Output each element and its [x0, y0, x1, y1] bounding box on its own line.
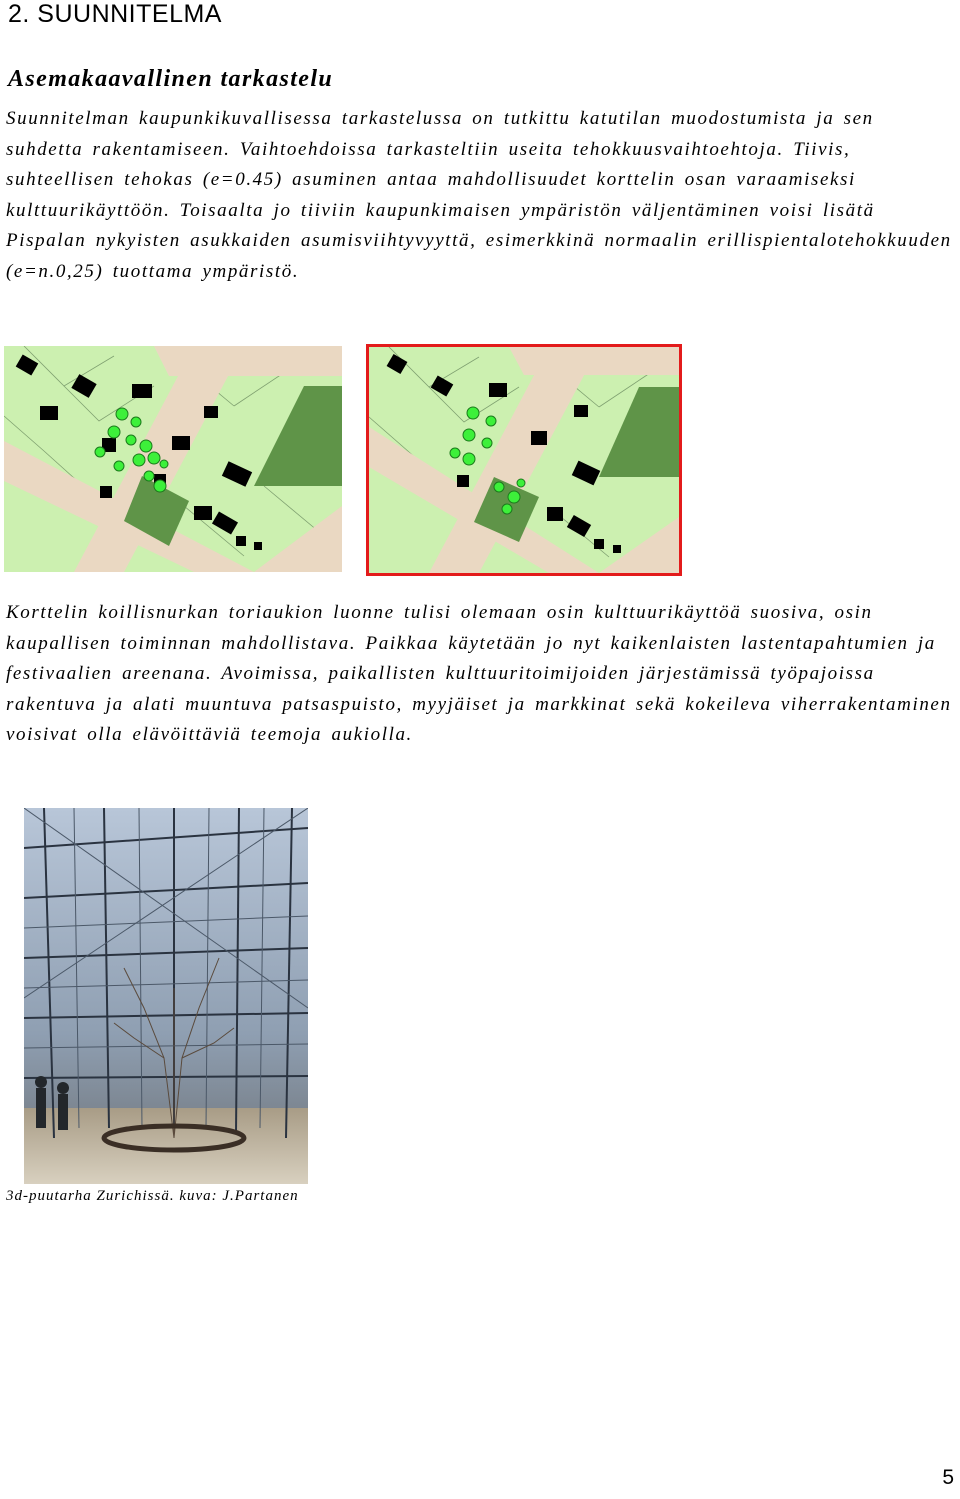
- subheading: Asemakaavallinen tarkastelu: [8, 66, 334, 92]
- page-number: 5: [942, 1466, 954, 1489]
- garden-structure-photo: [24, 808, 308, 1184]
- site-plan-map-dense: [4, 346, 342, 572]
- section-heading: 2. SUUNNITELMA: [8, 0, 222, 28]
- site-plan-map-loose: [369, 347, 679, 573]
- paragraph-square: Korttelin koillisnurkan toriaukion luonne tulisi olemaan osin kulttuurikäyttöä suosiva, osin kaupallisen toiminnan mahdollistava. Paikkaa käytetään jo nyt kaikenlaisten lastentapahtumien ja festivaalien areenana. Avoimissa, paikallisten kulttuuritoimijoiden järjestämissä työpajoissa rakentuva ja alati muuntuva patsaspuisto, myyjäiset ja markkinat sekä kokeileva viherrakentaminen voisivat olla elävöittäviä teemoja aukiolla.: [6, 602, 952, 745]
- photo-caption: 3d-puutarha Zurichissä. kuva: J.Partanen: [6, 1188, 299, 1204]
- paragraph-intro: Suunnitelman kaupunkikuvallisessa tarkastelussa on tutkittu katutilan muodostumista ja sen suhdetta rakentamiseen. Vaihtoehdoissa tarkasteltiin useita tehokkuusvaihtoehtoja. Tiivis, suhteellisen tehokas (e=0.45) asuminen antaa mahdollisuudet korttelin osan varaamiseksi kulttuurikäyttöön. Toisaalta jo tiiviin kaupunkimaisen ympäristön väljentäminen voisi lisätä Pispalan nykyisten asukkaiden asumisviihtyvyyttä, esimerkkinä normaalin erillispientalotehokkuuden (e=n.0,25) tuottama ympäristö.: [6, 108, 952, 282]
